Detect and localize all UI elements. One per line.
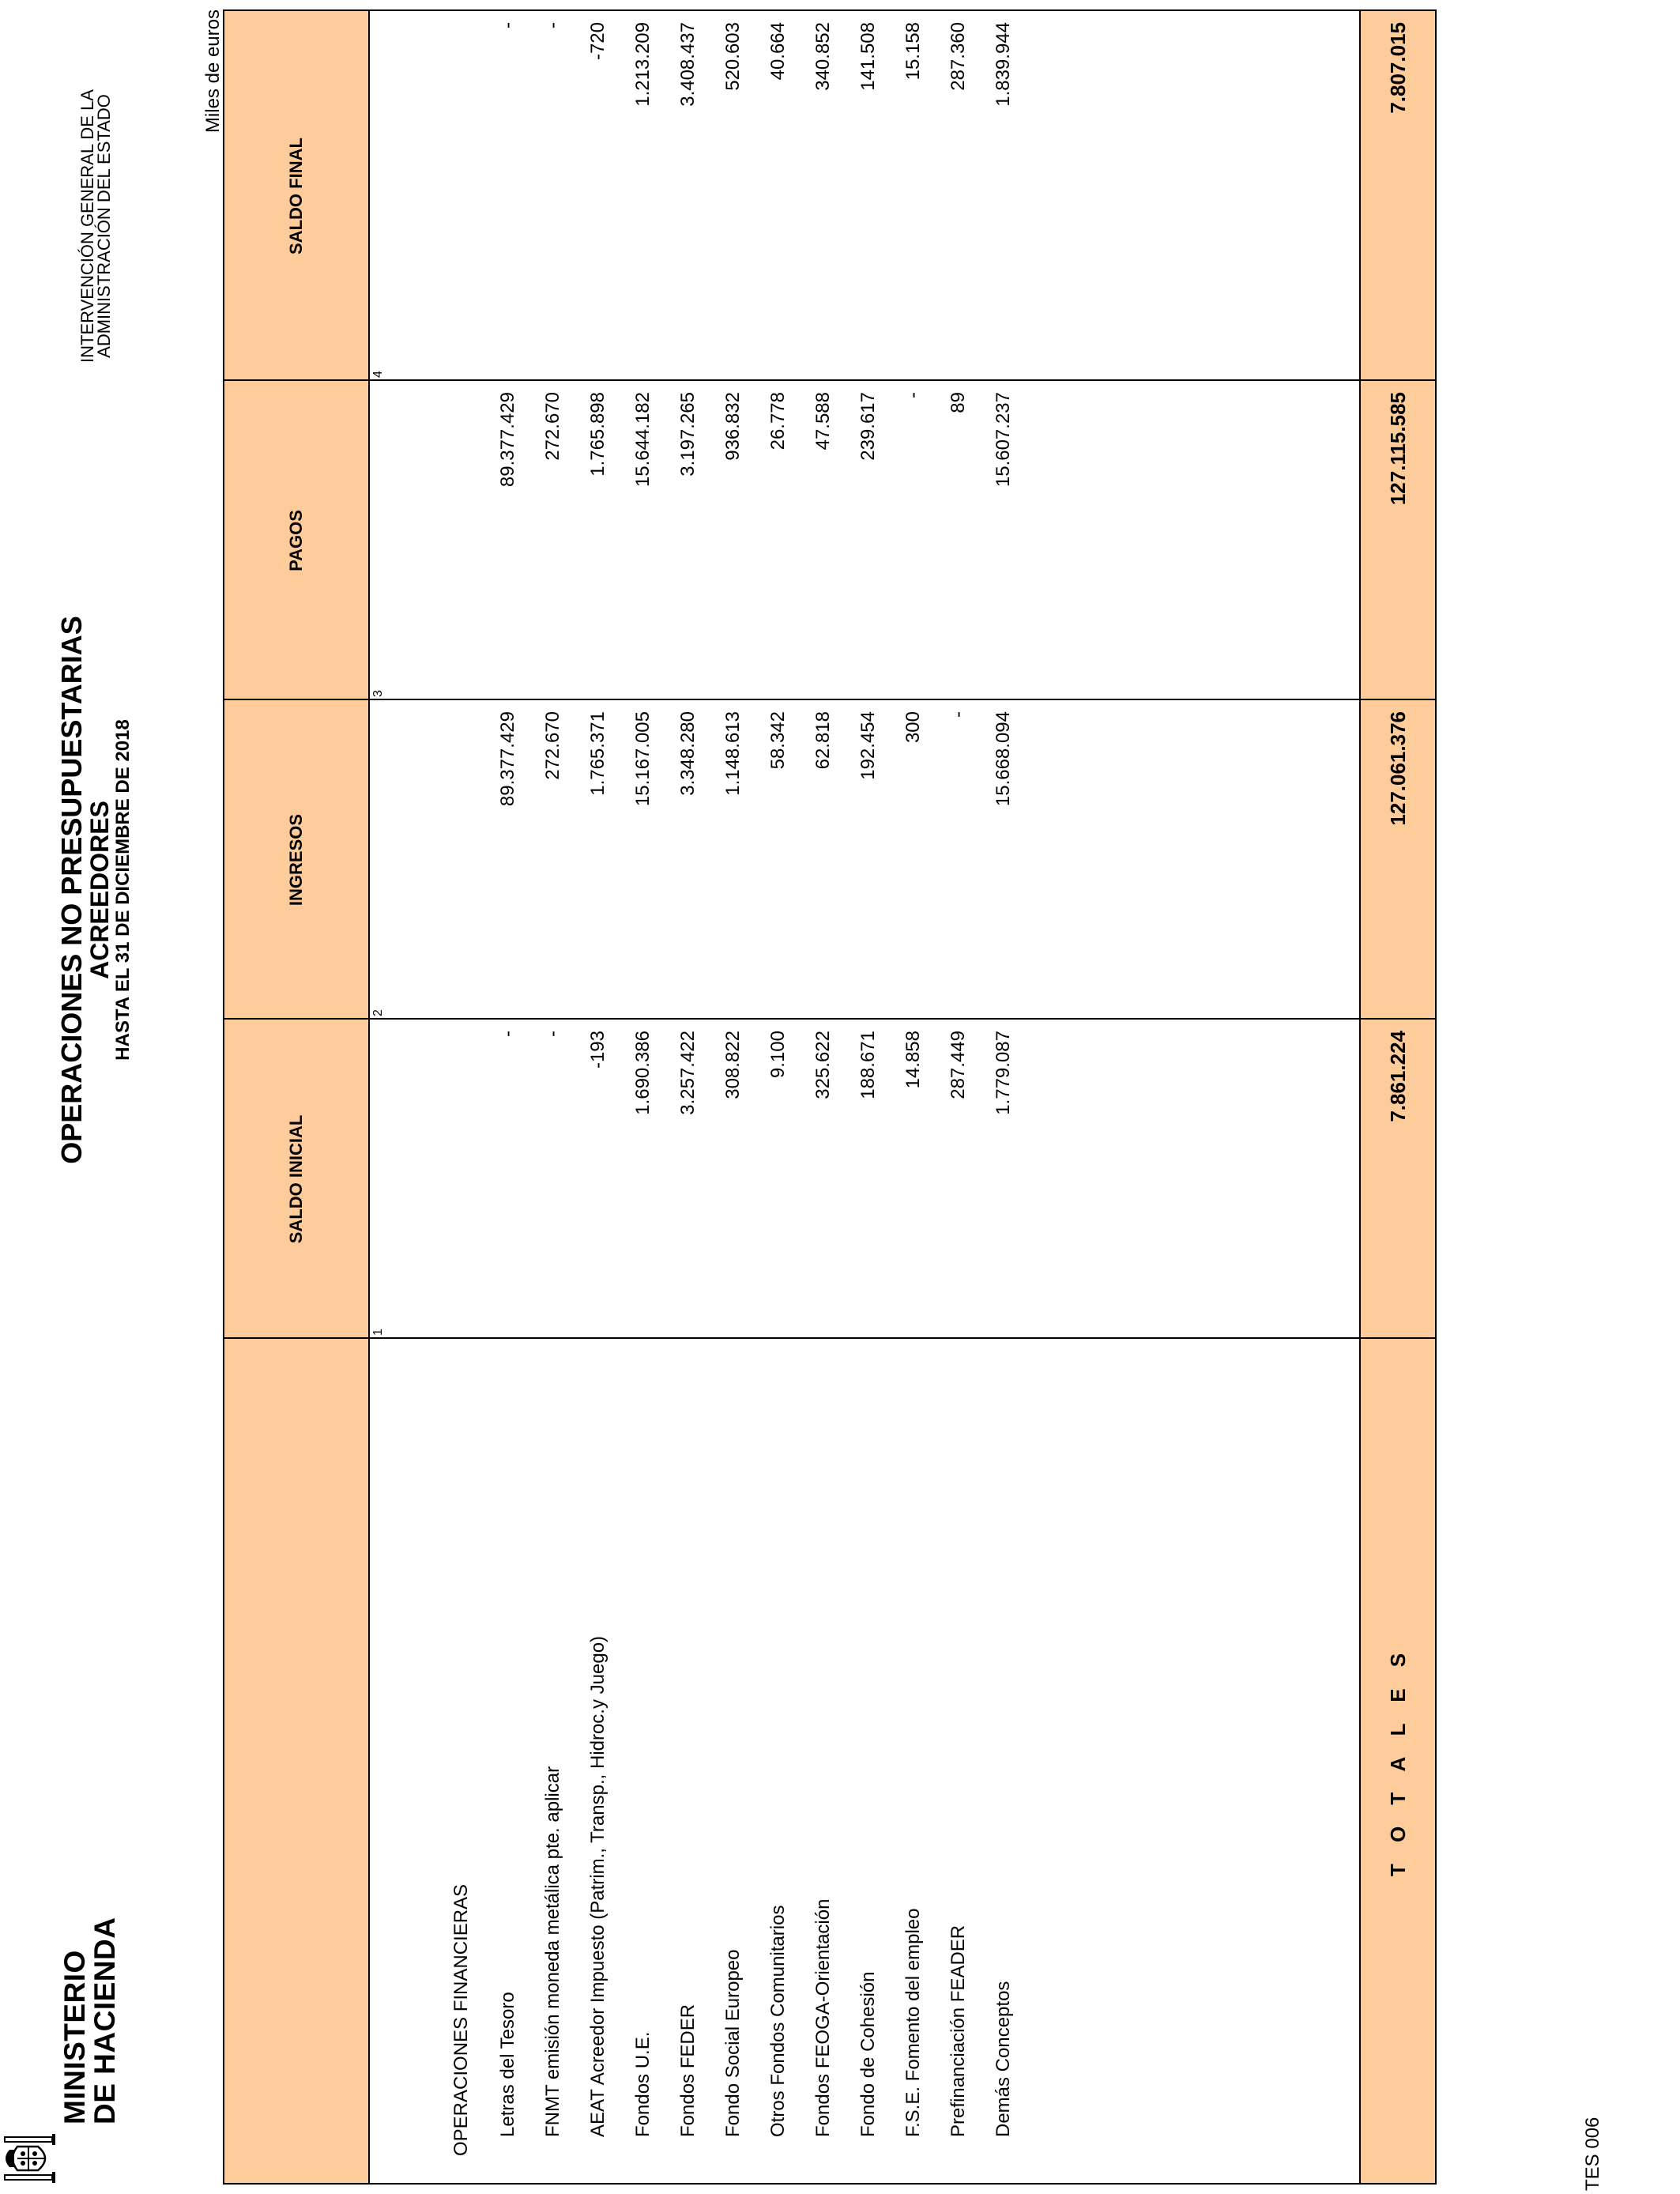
cell-ingresos: 192.454 — [857, 711, 879, 780]
cell-saldo-final: 141.508 — [857, 22, 879, 91]
column-number: 3 — [371, 690, 385, 697]
cell-saldo-final: 40.664 — [767, 22, 789, 81]
cell-saldo-inicial: 308.822 — [722, 1031, 744, 1099]
total-ingresos: 127.061.376 — [1386, 711, 1410, 826]
cell-saldo-final: 15.158 — [902, 22, 924, 81]
cell-saldo-final: 340.852 — [812, 22, 834, 91]
table-row — [715, 11, 751, 2183]
cell-saldo-final: 520.603 — [722, 22, 744, 91]
table-row — [940, 11, 977, 2183]
cell-pagos: 1.765.898 — [587, 392, 608, 477]
column-header-saldo-inicial: SALDO INICIAL — [286, 1114, 306, 1244]
cell-ingresos: 62.818 — [812, 711, 834, 770]
section-title: OPERACIONES FINANCIERAS — [450, 1883, 472, 2156]
cell-pagos: 89 — [947, 392, 969, 413]
row-label: F.S.E. Fomento del empleo — [902, 1908, 924, 2137]
total-saldo-inicial: 7.861.224 — [1386, 1031, 1410, 1122]
cell-saldo-final: - — [497, 22, 518, 28]
totals-divider — [1359, 11, 1361, 2183]
row-label: Otros Fondos Comunitarios — [767, 1905, 789, 2137]
cell-saldo-final: 1.213.209 — [632, 22, 654, 107]
ministry-line1: MINISTERIO — [58, 1950, 91, 2124]
table-row — [580, 11, 616, 2183]
cell-ingresos: 89.377.429 — [497, 711, 518, 807]
agency-name — [79, 36, 112, 416]
cell-pagos: 936.832 — [722, 392, 744, 461]
cell-ingresos: 1.765.371 — [587, 711, 608, 796]
table-row — [490, 11, 526, 2183]
cell-saldo-inicial: 325.622 — [812, 1031, 834, 1099]
row-label: FNMT emisión moneda metálica pte. aplicar — [542, 1766, 563, 2137]
cell-pagos: - — [902, 392, 924, 398]
row-label: Fondos FEOGA-Orientación — [812, 1898, 834, 2137]
ministry-name — [60, 1917, 120, 2124]
report-period: HASTA EL 31 DE DICIEMBRE DE 2018 — [112, 719, 134, 1061]
cell-saldo-inicial: - — [497, 1031, 518, 1037]
cell-pagos: 89.377.429 — [497, 392, 518, 488]
cell-ingresos: 58.342 — [767, 711, 789, 770]
row-label: Fondos U.E. — [632, 2031, 654, 2137]
cell-pagos: 47.588 — [812, 392, 834, 450]
cell-saldo-inicial: 3.257.422 — [677, 1031, 699, 1115]
cell-saldo-final: -720 — [587, 22, 608, 61]
cell-pagos: 3.197.265 — [677, 392, 699, 477]
table-row — [850, 11, 887, 2183]
column-header-ingresos: INGRESOS — [286, 813, 306, 907]
document-code: TES 006 — [1582, 2117, 1603, 2191]
cell-ingresos: 300 — [902, 711, 924, 744]
cell-saldo-final: 287.360 — [947, 22, 969, 91]
cell-saldo-inicial: 9.100 — [767, 1031, 789, 1079]
cell-ingresos: 3.348.280 — [677, 711, 699, 796]
cell-saldo-inicial: 14.858 — [902, 1031, 924, 1089]
ministry-line2: DE HACIENDA — [89, 1917, 121, 2124]
cell-ingresos: - — [947, 711, 969, 718]
units-label: Miles de euros — [202, 9, 224, 134]
row-label: Prefinanciación FEADER — [947, 1924, 969, 2137]
data-table — [223, 9, 1437, 2185]
column-number: 2 — [371, 1009, 385, 1016]
label-header-cell — [224, 1339, 368, 2183]
cell-saldo-inicial: -193 — [587, 1031, 608, 1069]
cell-pagos: 15.607.237 — [993, 392, 1014, 488]
row-label: Demás Conceptos — [993, 1981, 1014, 2137]
report-title: OPERACIONES NO PRESUPUESTARIAS — [55, 616, 88, 1164]
cell-ingresos: 15.668.094 — [993, 711, 1014, 807]
coat-of-arms-icon — [3, 2126, 58, 2191]
cell-saldo-final: 1.839.944 — [993, 22, 1014, 107]
cell-saldo-inicial: 188.671 — [857, 1031, 879, 1099]
row-label: AEAT Acreedor Impuesto (Patrim., Transp., Hidroc.y Juego) — [587, 1635, 608, 2137]
cell-saldo-inicial: 1.779.087 — [993, 1031, 1014, 1115]
row-label: Fondos FEDER — [677, 2004, 699, 2137]
cell-ingresos: 272.670 — [542, 711, 563, 780]
column-number: 4 — [371, 371, 385, 378]
cell-pagos: 272.670 — [542, 392, 563, 461]
report-subtitle: ACREEDORES — [85, 801, 114, 979]
cell-saldo-inicial: 287.449 — [947, 1031, 969, 1099]
cell-ingresos: 15.167.005 — [632, 711, 654, 807]
table-row — [760, 11, 797, 2183]
header-divider — [368, 11, 370, 2183]
cell-saldo-final: - — [542, 22, 563, 28]
totals-label: T O T A L E S — [1386, 1645, 1410, 1877]
cell-pagos: 26.778 — [767, 392, 789, 450]
total-saldo-final: 7.807.015 — [1386, 22, 1410, 114]
column-number: 1 — [371, 1329, 385, 1336]
table-row — [985, 11, 1022, 2183]
row-label: Fondo de Cohesión — [857, 1971, 879, 2137]
cell-saldo-final: 3.408.437 — [677, 22, 699, 107]
table-row — [805, 11, 842, 2183]
row-label: Fondo Social Europeo — [722, 1949, 744, 2137]
cell-saldo-inicial: - — [542, 1031, 563, 1037]
cell-pagos: 239.617 — [857, 392, 879, 461]
cell-saldo-inicial: 1.690.386 — [632, 1031, 654, 1115]
table-row — [895, 11, 932, 2183]
agency-line1: INTERVENCIÓN GENERAL DE LA — [77, 89, 97, 363]
report-title-block — [57, 376, 134, 1404]
cell-ingresos: 1.148.613 — [722, 711, 744, 796]
total-pagos: 127.115.585 — [1386, 392, 1410, 506]
agency-line2: ADMINISTRACIÓN DEL ESTADO — [94, 94, 114, 358]
cell-pagos: 15.644.182 — [632, 392, 654, 488]
column-header-saldo-final: SALDO FINAL — [286, 138, 306, 254]
row-label: Letras del Tesoro — [497, 1992, 518, 2137]
table-row — [535, 11, 571, 2183]
column-header-pagos: PAGOS — [286, 510, 306, 571]
table-row — [625, 11, 661, 2183]
table-row — [670, 11, 706, 2183]
